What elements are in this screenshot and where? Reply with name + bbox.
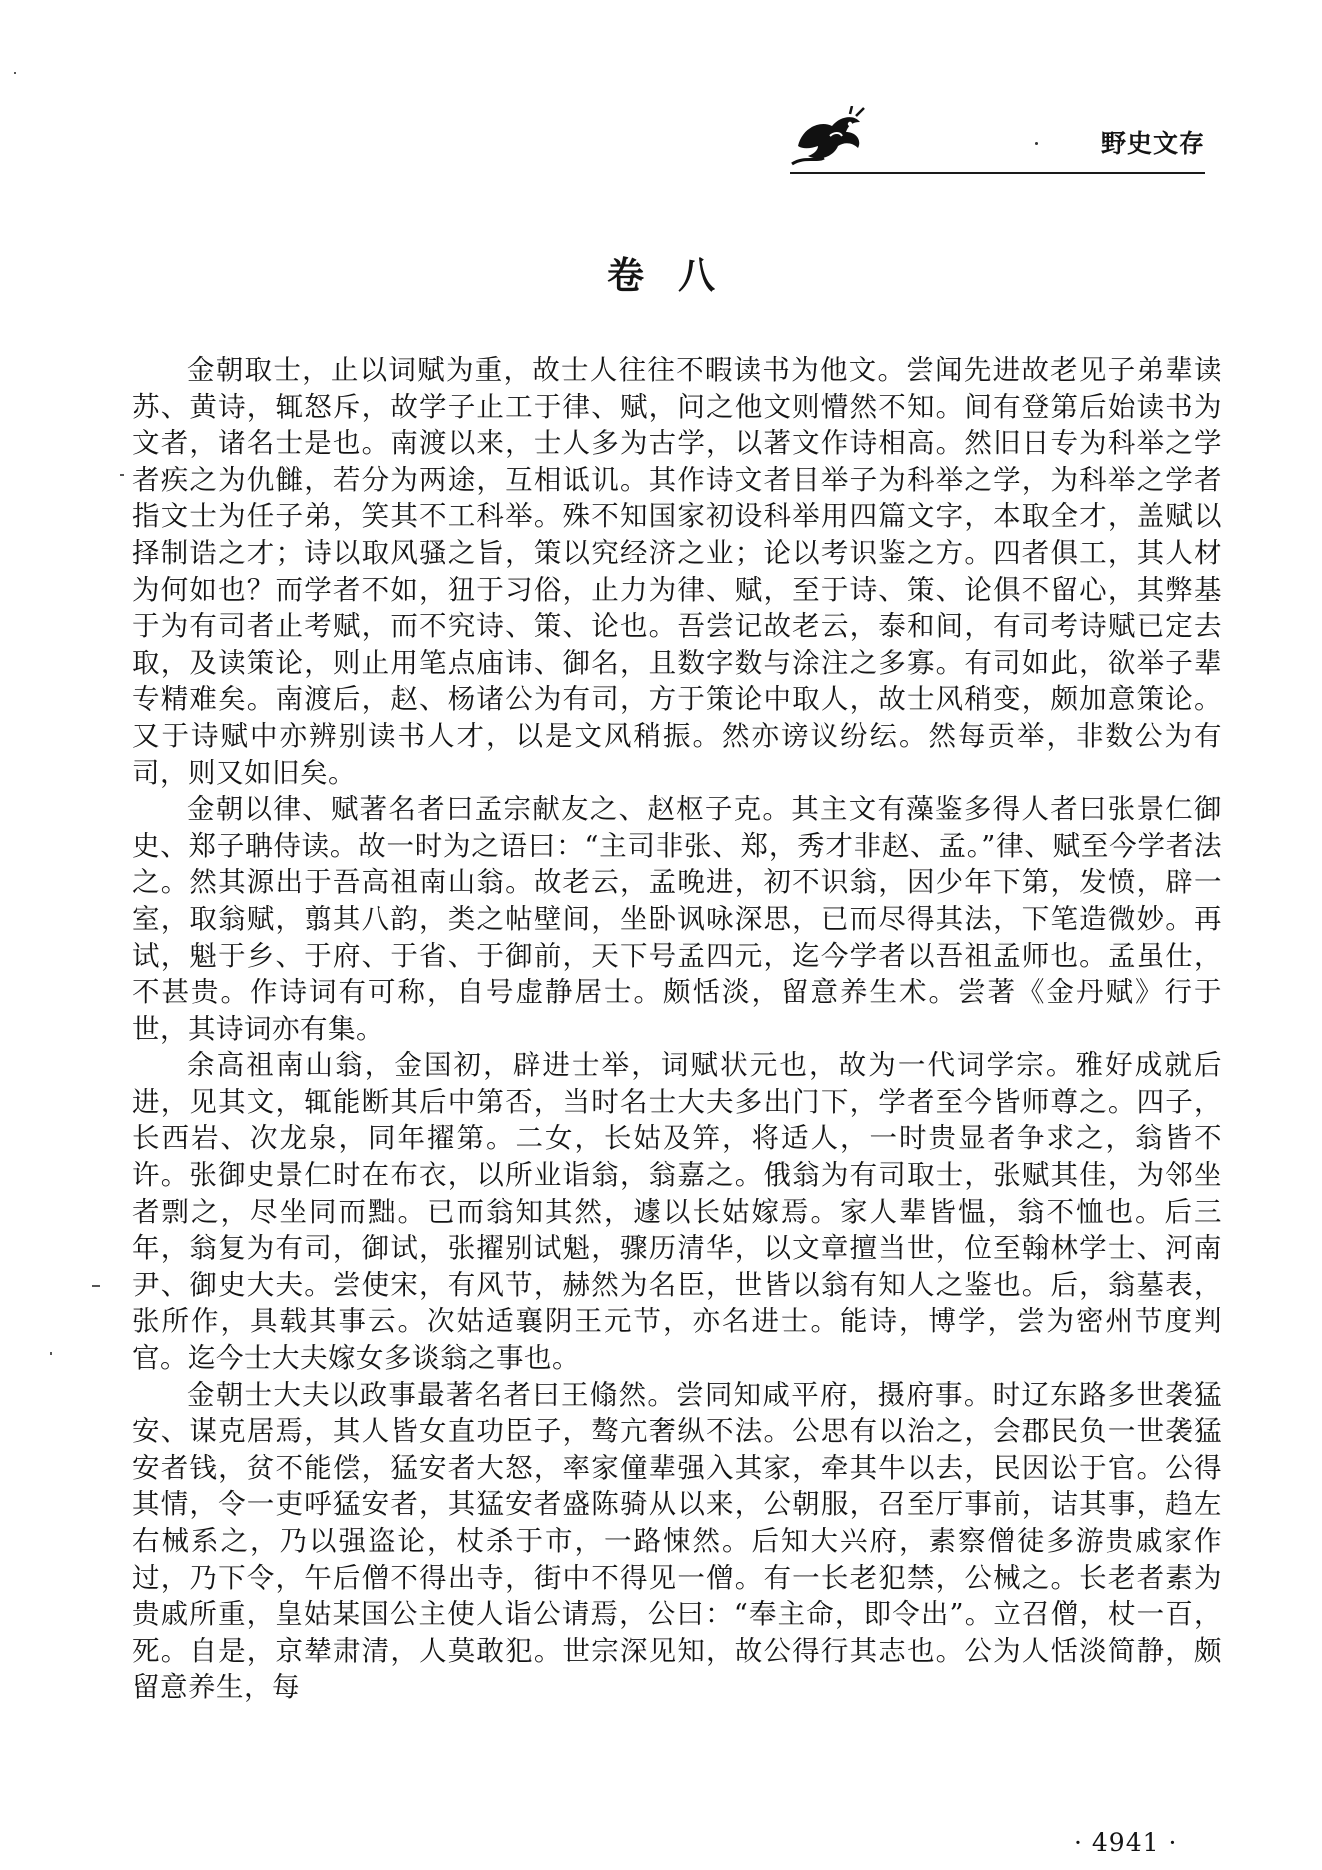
- series-title: 野史文存: [1100, 129, 1205, 158]
- paragraph: 金朝取士，止以词赋为重，故士人往往不暇读书为他文。尝闻先进故老见子弟辈读苏、黄诗，辄怒斥，故学子止工于律、赋，问之他文则懵然不知。间有登第后始读书为文者，诸名士是也。南渡以来，士人多为古学，以著文作诗相高。然旧日专为科举之学者疾之为仇雠，若分为两途，互相诋讥。其作诗文者目举子为科举之学，为科举之学者指文士为任子弟，笑其不工科举。殊不知国家初设科举用四篇文字，本取全才，盖赋以择制诰之才；诗以取风骚之旨，策以究经济之业；论以考识鉴之方。四者俱工，其人材为何如也？而学者不如，狃于习俗，止力为律、赋，至于诗、策、论俱不留心，其弊基于为有司者止考赋，而不究诗、策、论也。吾尝记故老云，泰和间，有司考诗赋已定去取，及读策论，则止用笔点庙讳、御名，且数字数与涂注之多寡。有司如此，欲举子辈专精难矣。南渡后，赵、杨诸公为有司，方于策论中取人，故士风稍变，颇加意策论。又于诗赋中亦辨别读书人才，以是文风稍振。然亦谤议纷纭。然每贡举，非数公为有司，则又如旧矣。: [132, 354, 1222, 789]
- chapter-title: 卷八: [607, 254, 749, 297]
- body-text: [132, 352, 1222, 1706]
- paragraph: 金朝士大夫以政事最著名者曰王翛然。尝同知咸平府，摄府事。时辽东路多世袭猛安、谋克居焉，其人皆女直功臣子，骜亢奢纵不法。公思有以治之，会郡民负一世袭猛安者钱，贫不能偿，猛安者大怒，率家僮辈强入其家，牵其牛以去，民因讼于官。公得其情，令一吏呼猛安者，其猛安者盛陈骑从以来，公朝服，召至厅事前，诘其事，趋左右械系之，乃以强盗论，杖杀于市，一路悚然。后知大兴府，素察僧徒多游贵戚家作过，乃下令，午后僧不得出寺，街中不得见一僧。有一长老犯禁，公械之。长老者素为贵戚所重，皇姑某国公主使人诣公请焉，公曰：“奉主命，即令出”。立召僧，杖一百，死。自是，京辇肃清，人莫敢犯。世宗深见知，故公得行其志也。公为人恬淡简静，颇留意养生，每: [132, 1378, 1222, 1704]
- scan-mark: [14, 72, 16, 74]
- paragraph: 金朝以律、赋著名者曰孟宗献友之、赵枢子克。其主文有藻鉴多得人者曰张景仁御史、郑子聃侍读。故一时为之语曰：“主司非张、郑，秀才非赵、孟。”律、赋至今学者法之。然其源出于吾高祖南山翁。故老云，孟晚进，初不识翁，因少年下第，发愤，辟一室，取翁赋，翦其八韵，类之帖壁间，坐卧讽咏深思，已而尽得其法，下笔造微妙。再试，魁于乡、于府、于省、于御前，天下号孟四元，迄今学者以吾祖孟师也。孟虽仕，不甚贵。作诗词有可称，自号虚静居士。颇恬淡，留意养生术。尝著《金丹赋》行于世，其诗词亦有集。: [132, 793, 1222, 1045]
- header-dot: [1035, 142, 1038, 145]
- scan-mark: [92, 1285, 100, 1287]
- running-header: [790, 100, 1205, 180]
- scan-mark: [120, 474, 124, 476]
- paragraph: 余高祖南山翁，金国初，辟进士举，词赋状元也，故为一代词学宗。雅好成就后进，见其文，辄能断其后中第否，当时名士大夫多出门下，学者至今皆师尊之。四子，长西岩、次龙泉，同年擢第。二女，长姑及笄，将适人，一时贵显者争求之，翁皆不许。张御史景仁时在布衣，以所业诣翁，翁嘉之。俄翁为有司取士，张赋其佳，为邻坐者剽之，尽坐同而黜。已而翁知其然，遽以长姑嫁焉。家人辈皆愠，翁不恤也。后三年，翁复为有司，御试，张擢别试魁，骤历清华，以文章擅当世，位至翰林学士、河南尹、御史大夫。尝使宋，有风节，赫然为名臣，世皆以翁有知人之鉴也。后，翁墓表，张所作，具载其事云。次姑适襄阴王元节，亦名进士。能诗，博学，尝为密州节度判官。迄今士大夫嫁女多谈翁之事也。: [132, 1049, 1222, 1375]
- scan-mark: [50, 1352, 52, 1355]
- header-rule: [790, 172, 1205, 174]
- dragon-emblem-icon: [790, 106, 870, 170]
- page-number: · 4941 ·: [1074, 1828, 1178, 1857]
